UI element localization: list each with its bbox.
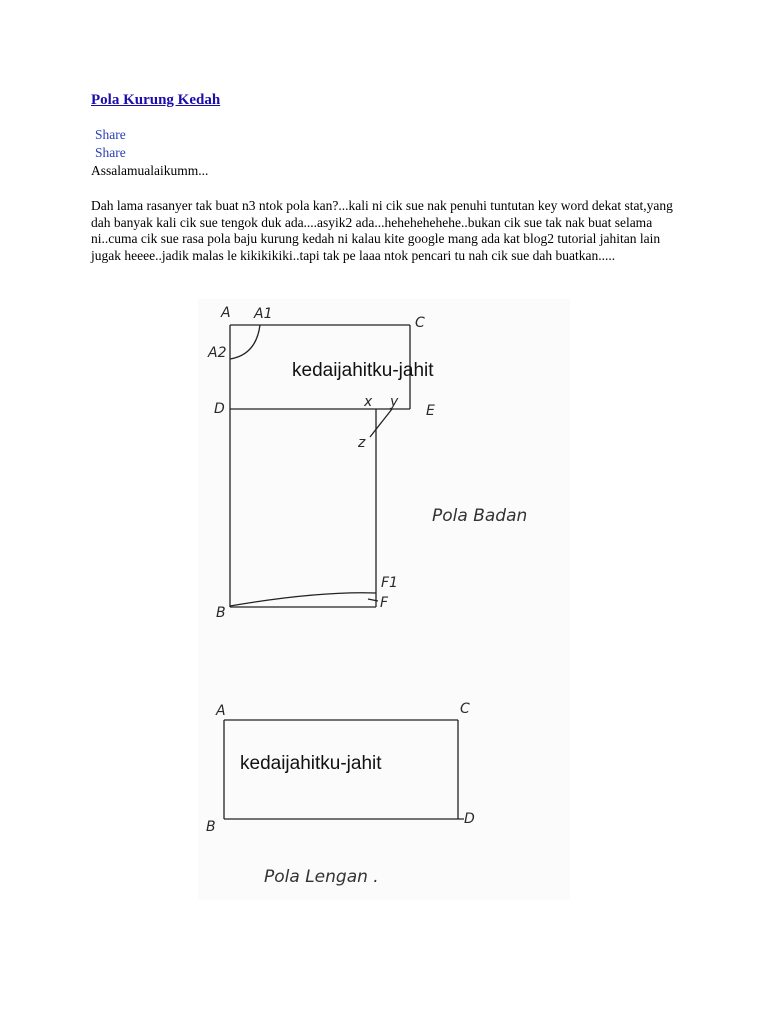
point-label: E: [426, 403, 435, 419]
point-label: F: [380, 595, 389, 611]
share-link[interactable]: Share: [95, 127, 126, 142]
point-label: D: [464, 811, 475, 827]
watermark-text: kedaijahitku-jahit: [240, 753, 382, 774]
post-title-link[interactable]: Pola Kurung Kedah: [91, 92, 221, 108]
point-label: x: [364, 394, 373, 410]
point-label: C: [415, 315, 425, 331]
share-link[interactable]: Share: [95, 145, 126, 160]
point-label: C: [460, 701, 470, 717]
point-label: y: [390, 394, 399, 410]
point-label: D: [214, 401, 225, 417]
point-label: A: [221, 305, 231, 321]
point-label: B: [206, 819, 216, 835]
pattern-caption: Pola Lengan .: [264, 867, 379, 887]
point-label: A1: [254, 306, 273, 322]
point-label: A2: [208, 345, 227, 361]
greeting-text: Assalamualaikumm...: [91, 163, 209, 178]
pattern-scan-image: [198, 299, 570, 900]
point-label: B: [216, 605, 226, 621]
point-label: z: [358, 435, 366, 451]
watermark-text: kedaijahitku-jahit: [292, 360, 434, 381]
pattern-caption: Pola Badan: [432, 506, 528, 526]
pattern-drawing: [198, 299, 570, 900]
point-label: A: [216, 703, 226, 719]
body-paragraph: Dah lama rasanyer tak buat n3 ntok pola kan?...kali ni cik sue nak penuhi tuntutan key word dekat stat,yang dah banyak kali cik sue tengok duk ada....asyik2 ada...hehehehehehe..bukan cik sue tak nak buat selama ni..cuma cik sue rasa pola baju kurung kedah ni kalau kite google mang ada kat blog2 tutorial jahitan lain jugak heeee..jadik malas le kikikikiki..tapi tak pe laaa ntok pencari tu nah cik sue dah buatkan.....: [91, 198, 673, 263]
point-label: F1: [381, 575, 398, 591]
